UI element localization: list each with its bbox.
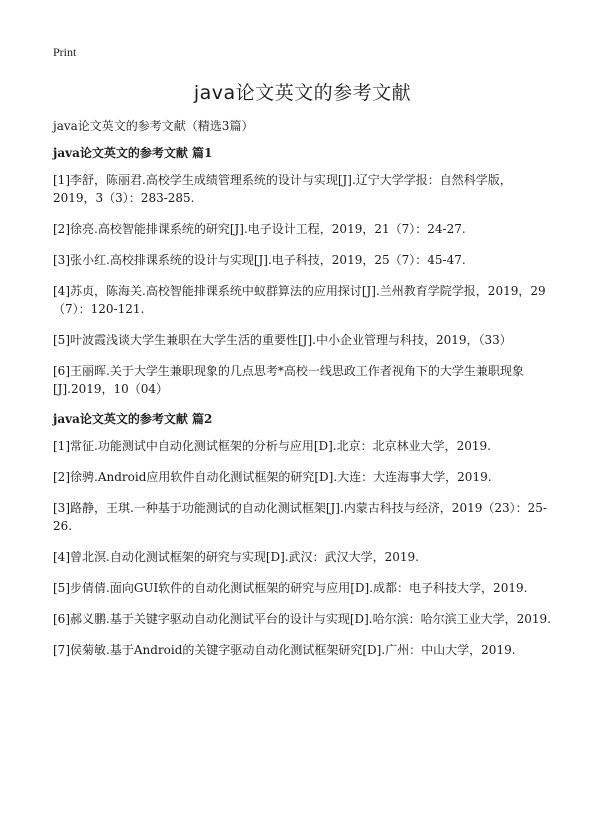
section-1 <box>53 145 552 398</box>
reference-item: [3]路静，王琪.一种基于功能测试的自动化测试框架[J].内蒙古科技与经济，2019（23）：25-26. <box>53 501 547 533</box>
section-heading: java论文英文的参考文献 篇2 <box>53 412 213 426</box>
reference-item: [2]徐亮.高校智能排课系统的研究[J].电子设计工程，2019，21（7）：24-27. <box>53 222 466 236</box>
reference-item: [4]苏贞，陈海关.高校智能排课系统中蚁群算法的应用探讨[J].兰州教育学院学报，2019，29（7）：120-121. <box>53 284 546 316</box>
reference-item: [7]侯菊敏.基于Android的关键字驱动自动化测试框架研究[D].广州：中山大学，2019. <box>53 643 516 657</box>
section-2 <box>53 411 552 659</box>
section-heading: java论文英文的参考文献 篇1 <box>53 146 213 160</box>
reference-item: [6]王丽晖.关于大学生兼职现象的几点思考*高校一线思政工作者视角下的大学生兼职现象[J].2019，10（04） <box>53 364 524 396</box>
print-link[interactable]: Print <box>53 45 77 59</box>
reference-item: [4]曾北溟.自动化测试框架的研究与实现[D].武汉：武汉大学，2019. <box>53 550 419 564</box>
reference-list <box>53 437 552 659</box>
reference-item: [1]李舒，陈丽君.高校学生成绩管理系统的设计与实现[J].辽宁大学学报：自然科学版，2019，3（3）：283-285. <box>53 173 512 205</box>
reference-item: [2]徐骋.Android应用软件自动化测试框架的研究[D].大连：大连海事大学，2019. <box>53 470 492 484</box>
reference-item: [3]张小红.高校排课系统的设计与实现[J].电子科技，2019，25（7）：45-47. <box>53 253 466 267</box>
reference-item: [6]郝义鹏.基于关键字驱动自动化测试平台的设计与实现[D].哈尔滨：哈尔滨工业大学，2019. <box>53 612 551 626</box>
reference-list <box>53 171 552 398</box>
reference-item: [5]叶波霞浅谈大学生兼职在大学生活的重要性[J].中小企业管理与科技，2019，（33） <box>53 333 512 347</box>
document-subtitle: java论文英文的参考文献（精选3篇） <box>53 119 254 133</box>
reference-item: [5]步倩倩.面向GUI软件的自动化测试框架的研究与应用[D].成都：电子科技大学，2019. <box>53 581 528 595</box>
reference-item: [1]常征.功能测试中自动化测试框架的分析与应用[D].北京：北京林业大学，2019. <box>53 439 491 453</box>
document-title: java论文英文的参考文献 <box>193 82 412 104</box>
